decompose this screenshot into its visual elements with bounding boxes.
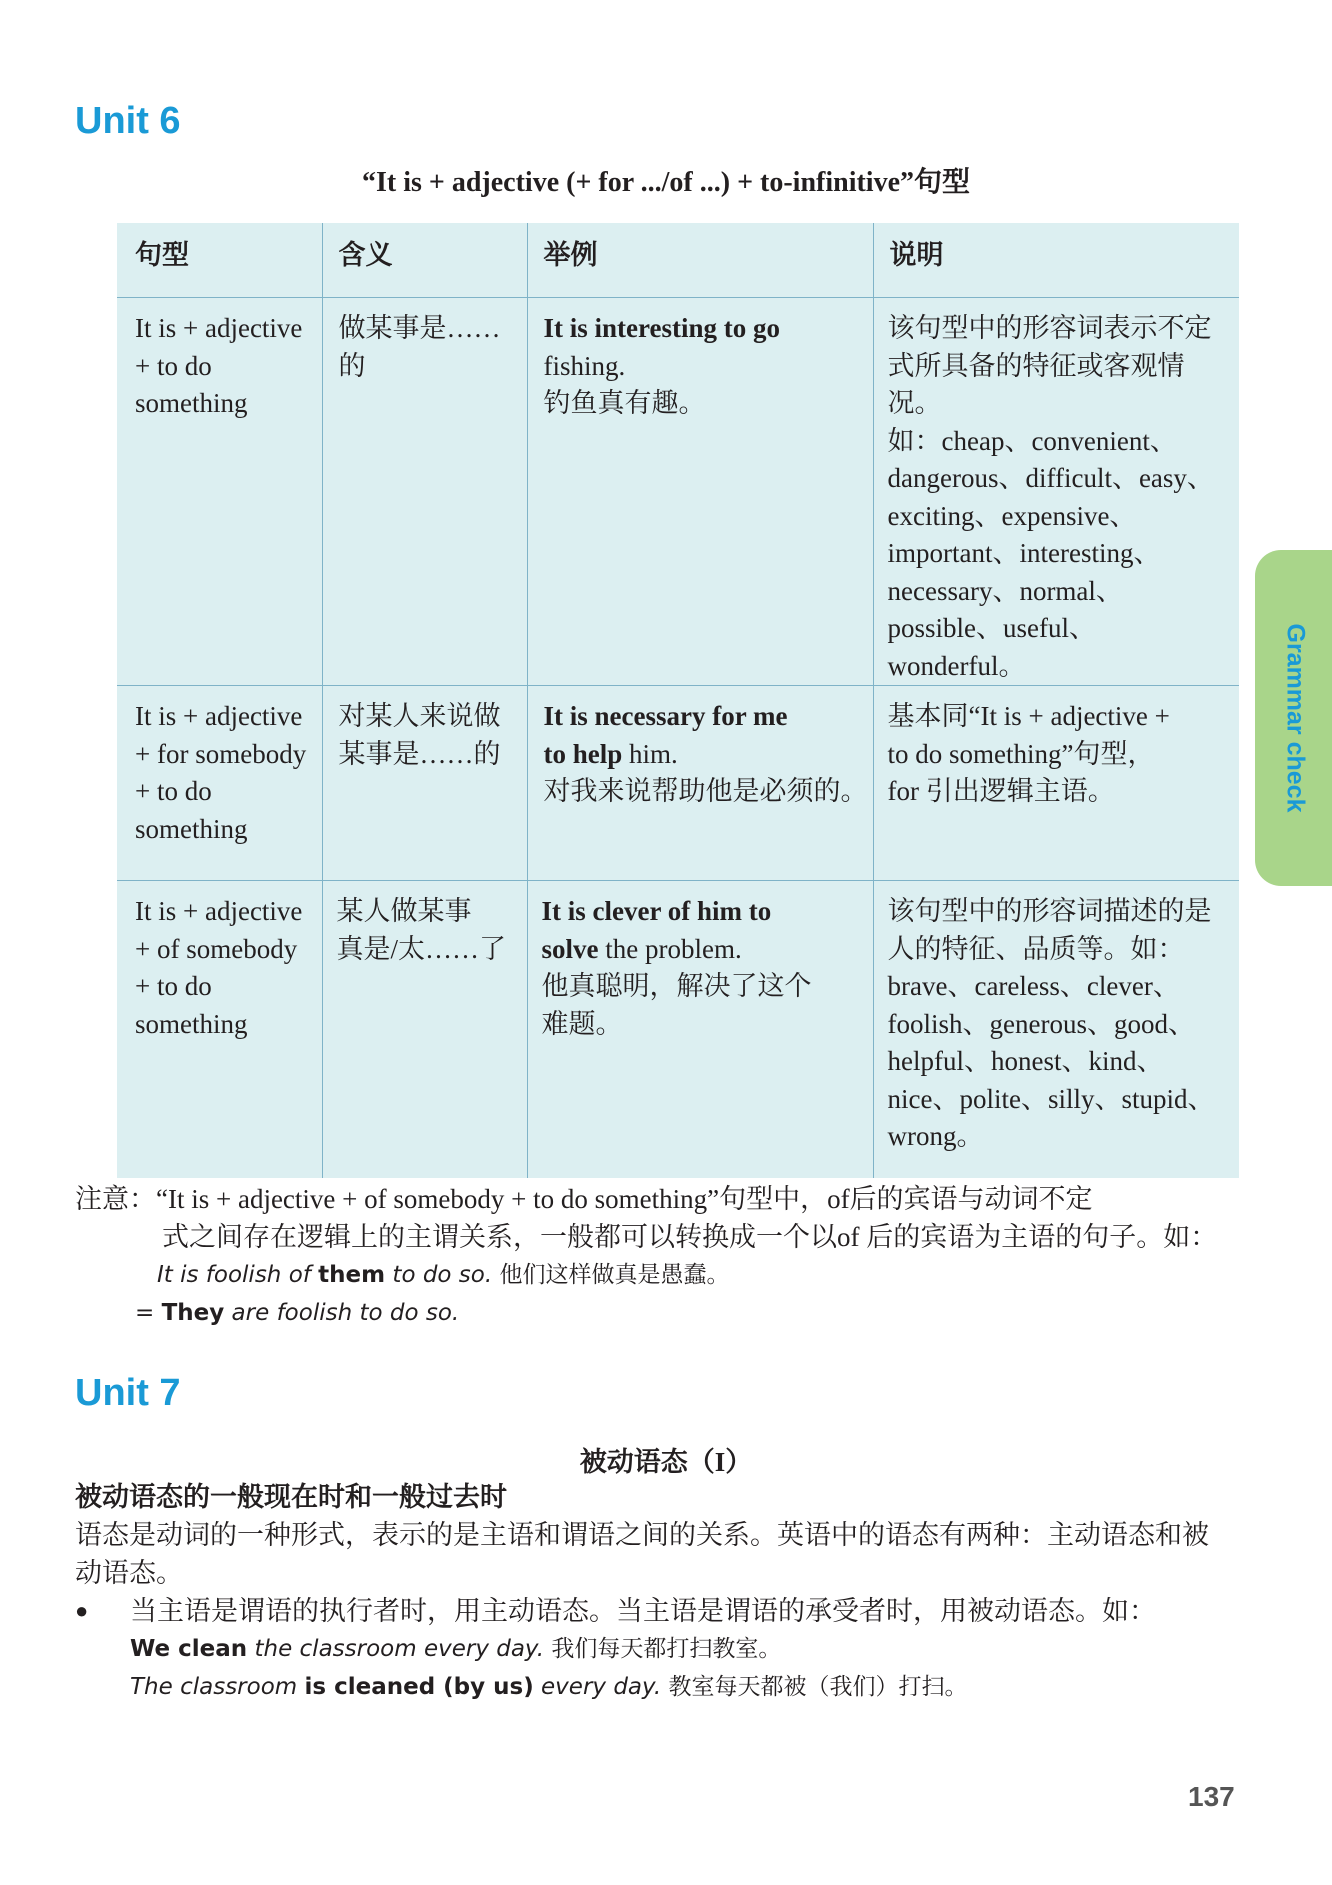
example-bold: It is interesting to go: [543, 313, 780, 343]
note-line: helpful、honest、kind、: [887, 1046, 1164, 1076]
note-example-2: [75, 1294, 1255, 1332]
bullet-text: 当主语是谓语的执行者时，用主动语态。当主语是谓语的承受者时，用被动语态。如：: [130, 1596, 1156, 1626]
example-rest: him.: [622, 738, 678, 769]
note-line: 基本同“It is + adjective +: [887, 701, 1170, 731]
meaning-line: 真是/太……了: [336, 933, 507, 964]
table-header-row: [117, 223, 1239, 298]
note-line: wrong。: [887, 1121, 984, 1151]
ex-text: It is foolish of: [157, 1262, 319, 1288]
note-text: “It is + adjective + of somebody + to do something”句型中，of后的宾语与动词不定: [156, 1184, 1093, 1214]
example-translation: 难题。: [541, 1008, 623, 1039]
ex-translation: 我们每天都打扫教室。: [551, 1636, 782, 1662]
page-number: 137: [1188, 1781, 1235, 1812]
note-line: foolish、generous、good、: [887, 1008, 1195, 1039]
ex-bold: They: [161, 1300, 225, 1326]
pattern-line: something: [135, 1008, 248, 1039]
pattern-cell: [117, 298, 322, 686]
example-rest: the problem.: [598, 933, 742, 964]
meaning-cell: [322, 686, 527, 881]
pattern-line: + to do: [135, 776, 212, 806]
side-tab-label: Grammar check: [1281, 623, 1310, 813]
note-line: necessary、normal、: [887, 575, 1123, 606]
ex-translation: 教室每天都被（我们）打扫。: [668, 1674, 968, 1700]
pattern-line: something: [135, 813, 248, 844]
pattern-line: + for somebody: [135, 738, 307, 769]
note-line: to do something”句型，: [887, 738, 1155, 769]
meaning-line: 某人做某事: [336, 896, 472, 926]
grammar-table: [117, 223, 1239, 1178]
pattern-cell: [117, 881, 322, 1179]
note-line: 如：cheap、convenient、: [887, 425, 1177, 456]
pattern-line: something: [135, 388, 248, 418]
ex-text: The classroom: [130, 1674, 305, 1700]
note-line: wonderful。: [887, 650, 1026, 681]
unit-6-heading: Unit 6: [75, 100, 181, 142]
ex-text: to do so.: [385, 1262, 493, 1288]
pattern-line: It is + adjective: [135, 313, 303, 343]
note-block: [75, 1180, 1255, 1332]
example-bold: It is necessary for me: [543, 701, 788, 731]
subheading: 被动语态的一般现在时和一般过去时: [75, 1482, 507, 1512]
example-rest: fishing.: [543, 350, 626, 381]
meaning-line: 某事是……的: [338, 738, 501, 769]
section-title: 被动语态（I）: [579, 1447, 753, 1477]
example-bold: It is clever of him to: [541, 896, 772, 926]
note-line: dangerous、difficult、easy、: [887, 463, 1214, 493]
paragraph-line: 动语态。: [75, 1558, 183, 1588]
pattern-line: + to do: [135, 350, 212, 381]
table-row: [117, 298, 1239, 686]
bullet-example-1: [75, 1630, 1255, 1668]
note-line: 该句型中的形容词描述的是: [887, 896, 1212, 926]
example-bold-2: solve: [541, 933, 599, 964]
meaning-cell: [322, 298, 527, 686]
meaning-line: 对某人来说做: [338, 701, 501, 731]
note-line: nice、polite、silly、stupid、: [887, 1083, 1215, 1114]
passive-block: [75, 1478, 1255, 1706]
pattern-line: + of somebody: [135, 933, 298, 964]
table-row: [117, 686, 1239, 881]
pattern-line: It is + adjective: [135, 896, 303, 926]
note-line: brave、careless、clever、: [887, 971, 1180, 1001]
example-cell: [527, 686, 873, 881]
example-bold-2: to help: [543, 738, 623, 769]
table-title: “It is + adjective (+ for .../of ...) + to-infinitive”句型: [361, 167, 971, 198]
ex-equals: =: [135, 1300, 162, 1326]
example-cell: [527, 881, 873, 1179]
header-meaning: 含义: [322, 223, 527, 298]
example-cell: [527, 298, 873, 686]
note-cell: [873, 298, 1239, 686]
unit-7-heading: Unit 7: [75, 1372, 181, 1414]
note-cell: [873, 686, 1239, 881]
example-translation: 他真聪明，解决了这个: [541, 971, 812, 1001]
pattern-cell: [117, 686, 322, 881]
header-pattern: 句型: [117, 223, 322, 298]
note-line: 人的特征、品质等。如：: [887, 933, 1185, 964]
example-translation: 对我来说帮助他是必须的。: [543, 776, 868, 806]
table-row: [117, 881, 1239, 1179]
bullet-example-2: [75, 1668, 1255, 1706]
ex-translation: 他们这样做真是愚蠢。: [499, 1262, 730, 1288]
paragraph-line: 语态是动词的一种形式，表示的是主语和谓语之间的关系。英语中的语态有两种：主动语态和被: [75, 1520, 1209, 1550]
header-example: 举例: [527, 223, 873, 298]
bullet-item: [75, 1592, 1255, 1630]
note-cell: [873, 881, 1239, 1179]
note-line-2: 式之间存在逻辑上的主谓关系，一般都可以转换成一个以of 后的宾语为主语的句子。如：: [162, 1222, 1218, 1252]
note-line: important、interesting、: [887, 538, 1161, 568]
ex-text: are foolish to do so.: [224, 1300, 460, 1326]
note-example-1: [75, 1256, 1255, 1294]
ex-bold: We clean: [130, 1636, 248, 1662]
ex-text: every day.: [533, 1674, 662, 1700]
note-line: exciting、expensive、: [887, 500, 1137, 531]
ex-bold: is cleaned (by us): [304, 1674, 534, 1700]
note-line: 该句型中的形容词表示不定: [887, 313, 1212, 343]
note-line: for 引出逻辑主语。: [887, 776, 1115, 806]
example-translation: 钓鱼真有趣。: [543, 388, 706, 418]
ex-bold: them: [318, 1262, 386, 1288]
note-line: possible、useful、: [887, 613, 1096, 643]
header-note: 说明: [873, 223, 1239, 298]
pattern-line: + to do: [135, 971, 212, 1001]
note-line-1: [75, 1180, 1255, 1218]
note-line: 式所具备的特征或客观情况。: [887, 350, 1185, 418]
note-label: 注意：: [75, 1184, 156, 1214]
meaning-line: 做某事是……: [338, 313, 501, 343]
ex-text: the classroom every day.: [247, 1636, 545, 1662]
meaning-cell: [322, 881, 527, 1179]
bullet-icon: ●: [75, 1598, 89, 1623]
pattern-line: It is + adjective: [135, 701, 303, 731]
meaning-line: 的: [338, 350, 366, 381]
